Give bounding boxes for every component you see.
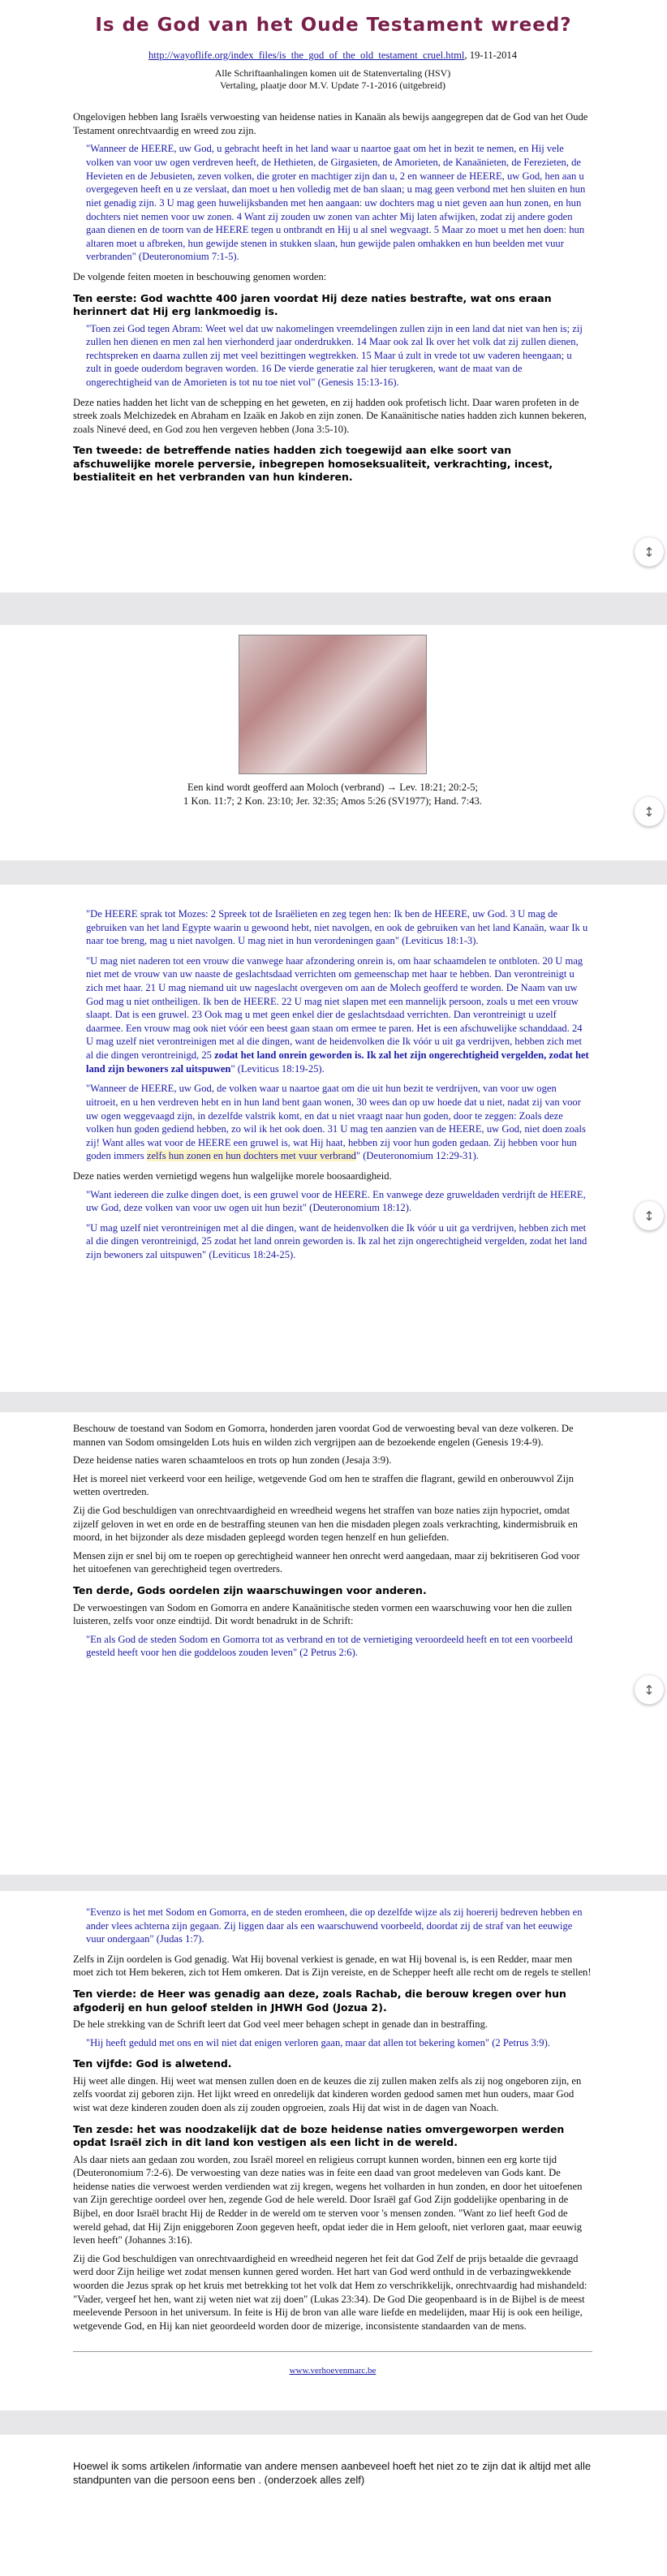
scroll-control[interactable] — [635, 1201, 664, 1230]
moloch-sacrifice-image — [239, 635, 427, 774]
heading-second: Ten tweede: de betreffende naties hadden zich toegewijd aan elke soort van afschuwelijke morele perversie, inbegrepen homoseksualiteit, verkrachting, incest, bestialiteit en het verbranden van hun kinderen. — [73, 444, 553, 484]
scroll-control[interactable] — [635, 537, 664, 566]
source-line — [73, 49, 592, 62]
divider — [73, 2351, 592, 2352]
page-section-2 — [0, 625, 667, 860]
paragraph-light: Deze naties hadden het licht van de schepping en het geweten, en zij hadden ook profetisch licht. Daar waren profeten in de streek zoals Melchizedek en Abraham en Izaäk en Jakob en zijn zonen. De Kanaänitische naties hadden zich kunnen bekeren, zoals Ninevé deed, en God zou hen vergeven hebben (Jona 3:5-10). — [73, 396, 587, 435]
quote-deuteronomium-12 — [86, 1082, 589, 1163]
paragraph-shameless: Deze heidense naties waren schaamteloos en trots op hun zonden (Jesaja 3:9). — [73, 1454, 392, 1467]
image-caption-2: 1 Kon. 11:7; 2 Kon. 23:10; Jer. 32:35; Amos 5:26 (SV1977); Hand. 7:43. — [183, 795, 482, 807]
heading-fifth: Ten vijfde: God is alwetend. — [73, 2057, 232, 2070]
facts-intro: De volgende feiten moeten in beschouwing genomen worden: — [73, 270, 327, 282]
source-date: , 19-11-2014 — [464, 50, 517, 61]
paragraph-justice: Mensen zijn er snel bij om te roepen op gerechtigheid wanneer hen onrecht werd aangedaan, maar zij bekritiseren God voor het uitoefenen van gerechtigheid tegen overtreders. — [73, 1549, 580, 1575]
paragraph-hypocrisy: Zij die God beschuldigen van onrechtvaardigheid en wreedheid wegens het straffen van boze naties zijn hypocriet, omdat zijzelf geloven in wet en orde en de bestraffing steunen van hen die misdaden plegen zoals verkrachting, kindermisbruik en moord, in het bijzonder als deze misdaden gepleegd worden tegen henzelf en hun geliefden. — [73, 1505, 578, 1544]
paragraph-necessary: Als daar niets aan gedaan zou worden, zou Israël moreel en religieus corrupt kunnen worden, binnen een erg korte tijd (Deuteronomium 7:2-6). De verwoesting van deze naties was in feite een daad van groot medeleven van Gods kant. De heidense naties die verwoest werden verdienden wat zij kregen, wegens het volharden in hun zonden, en door het uitoefenen van Zijn gerechtige oordeel over hen, zegende God de hele wereld. Door Israël gaf God Zijn goddelijke openbaring in de Bijbel, en door Israël bracht Hij de Redder in de wereld om te sterven voor 's mensen zonden. "Want zo lief heeft God de wereld gehad, dat Hij Zijn eniggeboren Zoon gegeven heeft, opdat ieder die in Hem gelooft, niet verloren gaat, maar eeuwig leven heeft" (Johannes 3:16). — [73, 2153, 583, 2246]
chevron-icon: ↕ — [643, 1208, 655, 1224]
quote-deuteronomium-7: "Wanneer de HEERE, uw God, u gebracht heeft in het land waar u naartoe gaat om het in bezit te nemen, en Hij vele volken van voor uw ogen verdreven heeft, de Hethieten, de Girgasieten, de Amorieten, de Kanaänieten, de Ferezieten, de Hevieten en de Jebusieten, zeven volken, die groter en machtiger zijn dan u, 2 en wanneer de HEERE, uw God, hen aan u overgegeven heeft en u ze verslaat, dan moet u hen volledig met de ban slaan; u mag geen verbond met hen sluiten en hun niet genadig zijn. 3 U mag geen huwelijksbanden met hen aangaan: uw dochters mag u niet geven aan hun zonen, en hun dochters niet nemen voor uw zonen. 4 Want zij zouden uw zonen van achter Mij laten afwijken, zodat zij andere goden gaan dienen en de toorn van de HEERE tegen u ontbrandt en Hij u al snel wegvaagt. 5 Maar zo moet u met hen doen: hun altaren moet u afbreken, hun gewijde stenen in stukken slaan, hun gewijde palen omhakken en hun beelden met vuur verbranden" (Deuteronomium 7:1-5). — [86, 143, 586, 263]
page-title: Is de God van het Oude Testament wreed? — [95, 15, 572, 36]
quote-deuteronomium-18: "Want iedereen die zulke dingen doet, is een gruwel voor de HEERE. En vanwege deze gruweldaden verdrijft de HEERE, uw God, deze volken van voor uw ogen uit hun bezit" (Deuteronomium 18:12). — [86, 1188, 586, 1214]
paragraph-omniscient: Hij weet alle dingen. Hij weet wat mensen zullen doen en de keuzes die zij zullen maken zelfs als zij nog ongeboren zijn, en zelfs voordat zij geboren zijn. Het lijkt wreed en onredelijk dat kinderen worden gedood samen met hun ouders, maar God wist wat deze kinderen zouden doen als zij zouden opgroeien, zoals Hij dat wist in de dagen van Noach. — [73, 2074, 582, 2113]
source-link[interactable]: http://wayoflife.org/index_files/is_the_god_of_the_old_testament_cruel.html — [148, 50, 465, 61]
page-section-5 — [0, 1891, 667, 2410]
paragraph-scripture: De hele strekking van de Schrift leert dat God veel meer behagen schept in genade dan in bestraffing. — [73, 2018, 488, 2031]
quote-2-petrus-2: "En als God de steden Sodom en Gomorra tot as verbrand en tot de vernietiging veroordeeld heeft en tot een voorbeeld gesteld heeft voor hen die goddeloos zouden leven" (2 Petrus 2:6). — [86, 1633, 573, 1659]
paragraph-warning: De verwoestingen van Sodom en Gomorra en andere Kanaänitische steden vormen een waarschuwing voor hen die zullen luisteren, zelfs voor onze eindtijd. Dit wordt benadrukt in de Schrift: — [73, 1601, 572, 1627]
chevron-icon: ↕ — [643, 544, 655, 560]
heading-fourth: Ten vierde: de Heer was genadig aan deze, zoals Rachab, die berouw kregen over hun afgoderij en hun geloof stelden in JHWH God (Jozua 2). — [73, 1988, 566, 2014]
page-section-4 — [0, 1412, 667, 1875]
image-caption-1: Een kind wordt geofferd aan Moloch (verbrand) → Lev. 18:21; 20:2-5; — [187, 782, 479, 793]
quote-part: gemeenschap met haar te hebben. Dan verontreinigt u zich met haar. 21 U mag niemand uit uw nageslacht overgeven om aan de Molech geofferd te worden. De Naam van uw God mag u niet ontheiligen. Ik ben de HEERE. 22 U mag niet slapen met een mannelijk persoon, zoals u met een vrouw slaapt. Dat is een gruwel. 23 Ook mag u met geen enkel dier de geslachtsdaad verrichten. Dan verontreinigt u uzelf daarmee. Een vrouw mag ook niet vóór een beest gaan staan om ermee te paren. Het is een afschuwelijke schanddaad. 24 U mag uzelf niet verontreinigen met al die dingen, want de heidenvolken die Ik vóór u uit ga verdrijven, hebben zich met al die dingen verontreinigd, 25 — [86, 968, 583, 1062]
quote-genesis-15: "Toen zei God tegen Abram: Weet wel dat uw nakomelingen vreemdelingen zullen zijn in een land dat niet van hen is; zij zullen hen dienen en men zal hen vierhonderd jaar onderdrukken. 14 Maar ook zal Ik over het volk dat zij zullen dienen, rechtspreken en daarna zullen zij met veel bezittingen wegtrekken. 15 Maar ú zult in vrede tot uw vaderen heengaan; u zult in goede ouderdom begraven worden. 16 De vierde generatie zal hier terugkeren, want de maat van de ongerechtigheid van de Amorieten is tot nu toe niet vol" (Genesis 15:13-16). — [86, 322, 583, 389]
heading-first: Ten eerste: God wachtte 400 jaren voordat Hij deze naties bestrafte, wat ons eraan herinnert dat Hij erg lankmoedig is. — [73, 291, 552, 318]
quote-highlight: zelfs hun zonen en hun dochters met vuur verbrand — [146, 1150, 356, 1162]
scroll-control[interactable] — [635, 1675, 664, 1704]
paragraph-mercy: Zelfs in Zijn oordelen is God genadig. Wat Hij bovenal verkiest is genade, en wat Hij bovenal is, is een Redder, maar men moet zich tot Hem bekeren, zich tot Hem omkeren. Dat is Zijn vereiste, en de Schepper heeft alle recht om de regels te stellen! — [73, 1953, 592, 1979]
quote-part: "Wanneer de HEERE, uw God, de volken waar u naartoe gaat om die uit hun bezit te verdrijven, van voor uw ogen uitroeit, en u hen verdreven hebt en in hun land bent gaan wonen, 30 wees dan op uw hoede dat u niet, nadat zij van voor uw ogen weggevaagd zijn, in dezelfde valstrik komt, en dat u niet vraagt naar hun goden, door te zeggen: Zoals deze volken hun goden gediend hebben, zo wil ik het ook doen. 31 U mag ten aanzien van de HEERE, uw God, niet doen zoals zij! Want alles wat voor de HEERE een gruwel is, wat Hij haat, hebben zij voor hun goden gedaan. Zij hebben voor hun goden immers — [86, 1083, 586, 1162]
scroll-control[interactable] — [635, 797, 664, 826]
footer-link[interactable]: www.verhoevenmarc.be — [289, 2365, 377, 2376]
quote-emphasis: zodat het land onrein geworden is. Ik zal het zijn ongerechtigheid vergelden, zodat het land zijn bewoners zal uitspuwen — [86, 1049, 589, 1075]
quote-part: " (Deuteronomium 12:29-31). — [355, 1150, 479, 1162]
paragraph-sodom: Beschouw de toestand van Sodom en Gomorra, honderden jaren voordat God de verwoesting beval van deze volkeren. De mannen van Sodom omsingelden Lots huis en wilden zich vergrijpen aan de bezoekende engelen (Genesis 19:4-9). — [73, 1423, 574, 1448]
paragraph-price: Zij die God beschuldigen van onrechtvaardigheid en wreedheid negeren het feit dat God Zelf de prijs betaalde die gevraagd werd door Zijn heilige wet zodat mensen kunnen gered worden. Het hart van God werd onthuld in de verbazingwekkende woorden die Jezus sprak op het kruis met betrekking tot het volk dat Hem zo verschrikkelijk, onrechtvaardig had mishandeld: "Vader, vergeef het hen, want zij weten niet wat zij doen" (Lukas 23:34). De God Die geopenbaard is in de Bijbel is de meest meelevende Persoon in het universum. In feite is Hij de bron van alle ware liefde en medelijden, maar Hij is ook een heilige, wetgevende God, en Hij kan niet geoordeeld worden door de mizerige, inconsistente standaarden van de mens. — [73, 2252, 587, 2332]
quote-judas-1: "Evenzo is het met Sodom en Gomorra, en de steden eromheen, die op dezelfde wijze als zij hoererij bedreven hebben en ander vlees achterna zijn gegaan. Zij liggen daar als een waarschuwend voorbeeld, doordat zij de straf van het eeuwige vuur ondergaan" (Judas 1:7). — [86, 1906, 583, 1945]
quote-part: " (Leviticus 18:19-25). — [230, 1062, 325, 1075]
intro-paragraph: Ongelovigen hebben lang Israëls verwoesting van heidense naties in Kanaän als bewijs aangegrepen dat de God van het Oude Testament onrechtvaardig en wreed zou zijn. — [73, 111, 588, 136]
page-section-1 — [0, 0, 667, 592]
translation-note-2: Vertaling, plaatje door M.V. Update 7-1-2016 (uitgebreid) — [219, 80, 446, 92]
quote-2-petrus-3: "Hij heeft geduld met ons en wil niet dat enigen verloren gaan, maar dat allen tot bekering komen" (2 Petrus 3:9). — [86, 2036, 550, 2048]
chevron-icon: ↕ — [643, 1682, 655, 1698]
paragraph-moral: Het is moreel niet verkeerd voor een heilige, wetgevende God om hen te straffen die flagrant, gewild en onberouwvol Zijn wetten overtreden. — [73, 1472, 574, 1498]
page-section-3 — [0, 885, 667, 1392]
quote-leviticus-18-19 — [86, 954, 589, 1075]
quote-part: "U mag niet naderen tot een vrouw die vanwege haar afzondering onrein is, om haar schaamdelen te ontbloten. 20 U mag niet met de vrouw van uw naaste de geslachtsdaad verrichten om — [86, 954, 583, 980]
heading-sixth: Ten zesde: het was noodzakelijk dat de boze heidense naties omvergeworpen werden opdat Israël zich in dit land kon vestigen als een licht in de wereld. — [73, 2122, 565, 2149]
chevron-icon: ↕ — [643, 803, 655, 820]
heading-third: Ten derde, Gods oordelen zijn waarschuwingen voor anderen. — [73, 1584, 427, 1597]
quote-leviticus-18-24: "U mag uzelf niet verontreinigen met al die dingen, want de heidenvolken die Ik vóór u uit ga verdrijven, hebben zich met al die dingen verontreinigd, 25 zodat het land onrein geworden is. Ik zal het zijn ongerechtigheid vergelden, zodat het land zijn bewoners zal uitspuwen" (Leviticus 18:24-25). — [86, 1221, 587, 1261]
translation-note-1: Alle Schriftaanhalingen komen uit de Statenvertaling (HSV) — [214, 67, 451, 79]
page-section-6 — [0, 2435, 667, 2576]
disclaimer: Hoewel ik soms artikelen /informatie van andere mensen aanbeveel hoeft het niet zo te zijn dat ik altijd met alle standpunten van die persoon eens ben . (onderzoek alles zelf) — [73, 2460, 592, 2487]
quote-leviticus-18-1: "De HEERE sprak tot Mozes: 2 Spreek tot de Israëlieten en zeg tegen hen: Ik ben de HEERE, uw God. 3 U mag de gebruiken van het land Egypte waarin u gewoond hebt, niet navolgen, en ook de gebruiken van het land Kanaän, waar Ik u naar toe breng, mag u niet navolgen. U mag niet in hun verordeningen gaan" (Leviticus 18:1-3). — [86, 908, 588, 947]
paragraph-destroyed: Deze naties werden vernietigd wegens hun walgelijke morele boosaardigheid. — [73, 1170, 392, 1182]
